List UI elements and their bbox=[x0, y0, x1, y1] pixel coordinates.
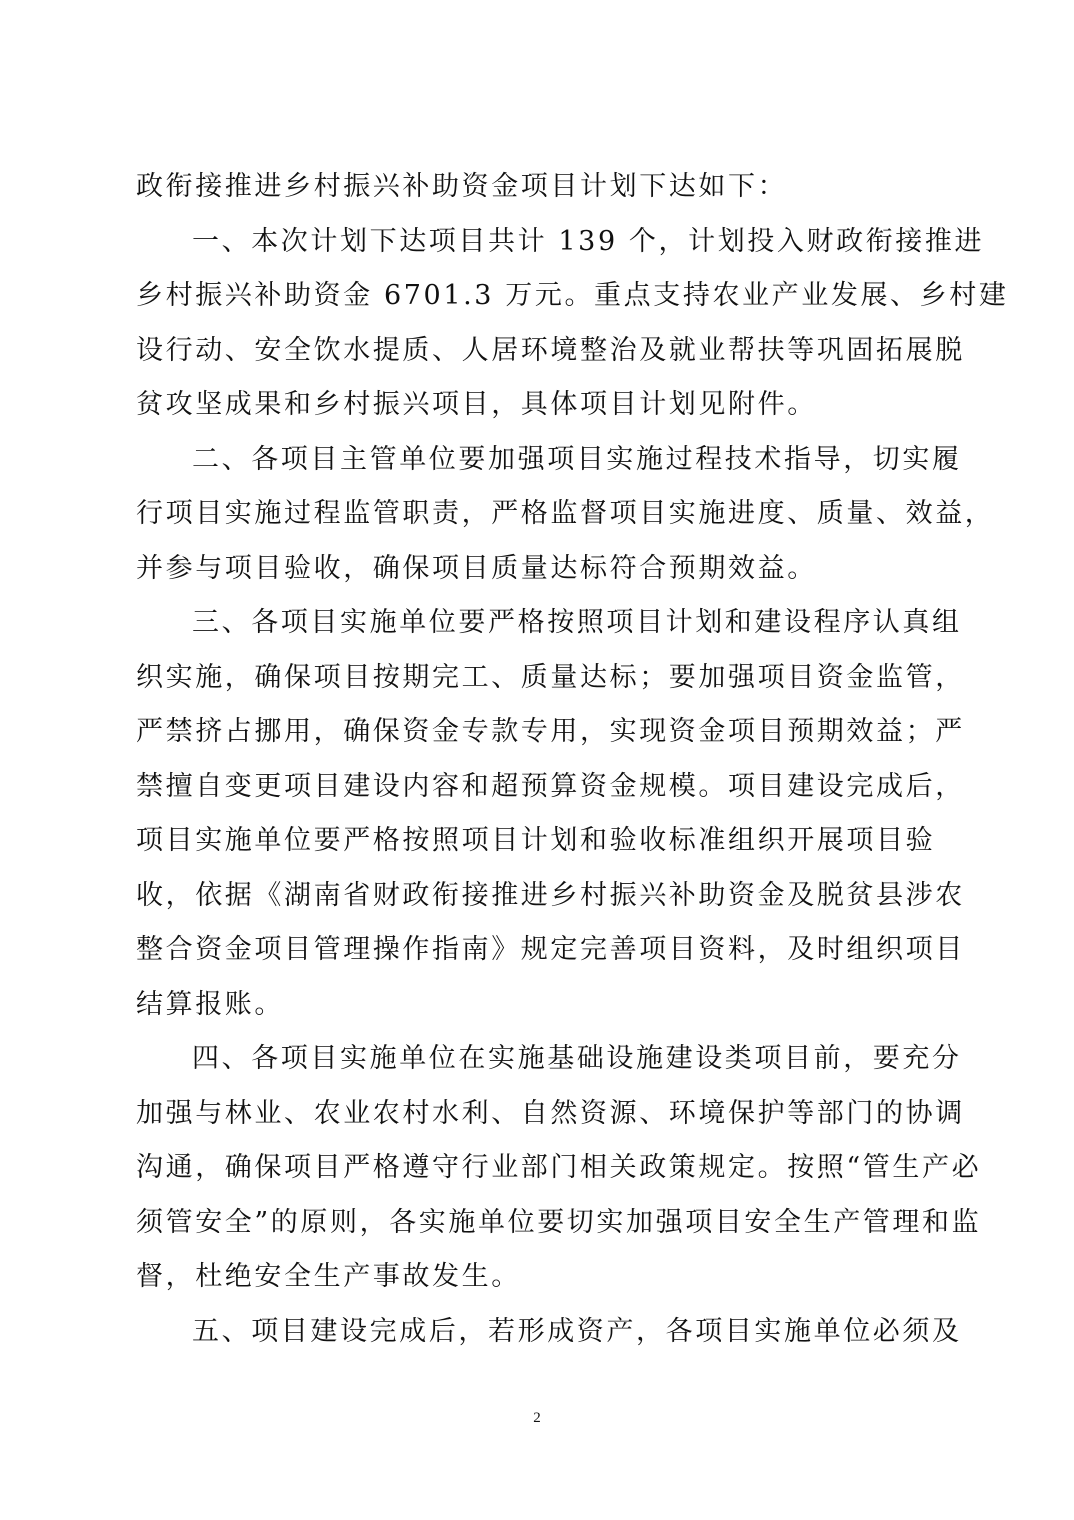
text-line: 贫攻坚成果和乡村振兴项目，具体项目计划见附件。 bbox=[136, 389, 817, 420]
text-line: 政衔接推进乡村振兴补助资金项目计划下达如下： bbox=[136, 171, 788, 202]
text-line: 项目实施单位要严格按照项目计划和验收标准组织开展项目验 bbox=[136, 825, 936, 856]
text-line: 乡村振兴补助资金 6701.3 万元。重点支持农业产业发展、乡村建 bbox=[136, 280, 1009, 311]
text-line: 收，依据《湖南省财政衔接推进乡村振兴补助资金及脱贫县涉农 bbox=[136, 879, 965, 911]
paragraph-4-line-1: 四、各项目实施单位在实施基础设施建设类项目前，要充分 bbox=[192, 1043, 962, 1074]
paragraph-3-line-1: 三、各项目实施单位要严格按照项目计划和建设程序认真组 bbox=[192, 607, 962, 638]
text-line: 督，杜绝安全生产事故发生。 bbox=[136, 1261, 521, 1292]
paragraph-2-line-1: 二、各项目主管单位要加强项目实施过程技术指导，切实履 bbox=[192, 443, 962, 475]
text-line: 并参与项目验收，确保项目质量达标符合预期效益。 bbox=[136, 552, 817, 584]
text-line: 行项目实施过程监管职责，严格监督项目实施进度、质量、效益， bbox=[136, 498, 995, 529]
body-text bbox=[136, 160, 1009, 1359]
text-line: 沟通，确保项目严格遵守行业部门相关政策规定。按照“管生产必 bbox=[136, 1152, 982, 1183]
text-line: 整合资金项目管理操作指南》规定完善项目资料，及时组织项目 bbox=[136, 934, 965, 965]
text-line: 织实施，确保项目按期完工、质量达标；要加强项目资金监管， bbox=[136, 661, 965, 693]
text-line: 加强与林业、农业农村水利、自然资源、环境保护等部门的协调 bbox=[136, 1097, 965, 1129]
text-line: 结算报账。 bbox=[136, 988, 284, 1020]
paragraph-5-line-1: 五、项目建设完成后，若形成资产，各项目实施单位必须及 bbox=[192, 1315, 962, 1347]
text-line: 须管安全”的原则，各实施单位要切实加强项目安全生产管理和监 bbox=[136, 1206, 982, 1238]
paragraph-1-line-1: 一、本次计划下达项目共计 139 个，计划投入财政衔接推进 bbox=[192, 225, 985, 257]
text-line: 严禁挤占挪用，确保资金专款专用，实现资金项目预期效益；严 bbox=[136, 716, 965, 747]
text-line: 禁擅自变更项目建设内容和超预算资金规模。项目建设完成后， bbox=[136, 770, 965, 802]
text-line: 设行动、安全饮水提质、人居环境整治及就业帮扶等巩固拓展脱 bbox=[136, 334, 965, 366]
page-number: 2 bbox=[533, 1410, 541, 1426]
